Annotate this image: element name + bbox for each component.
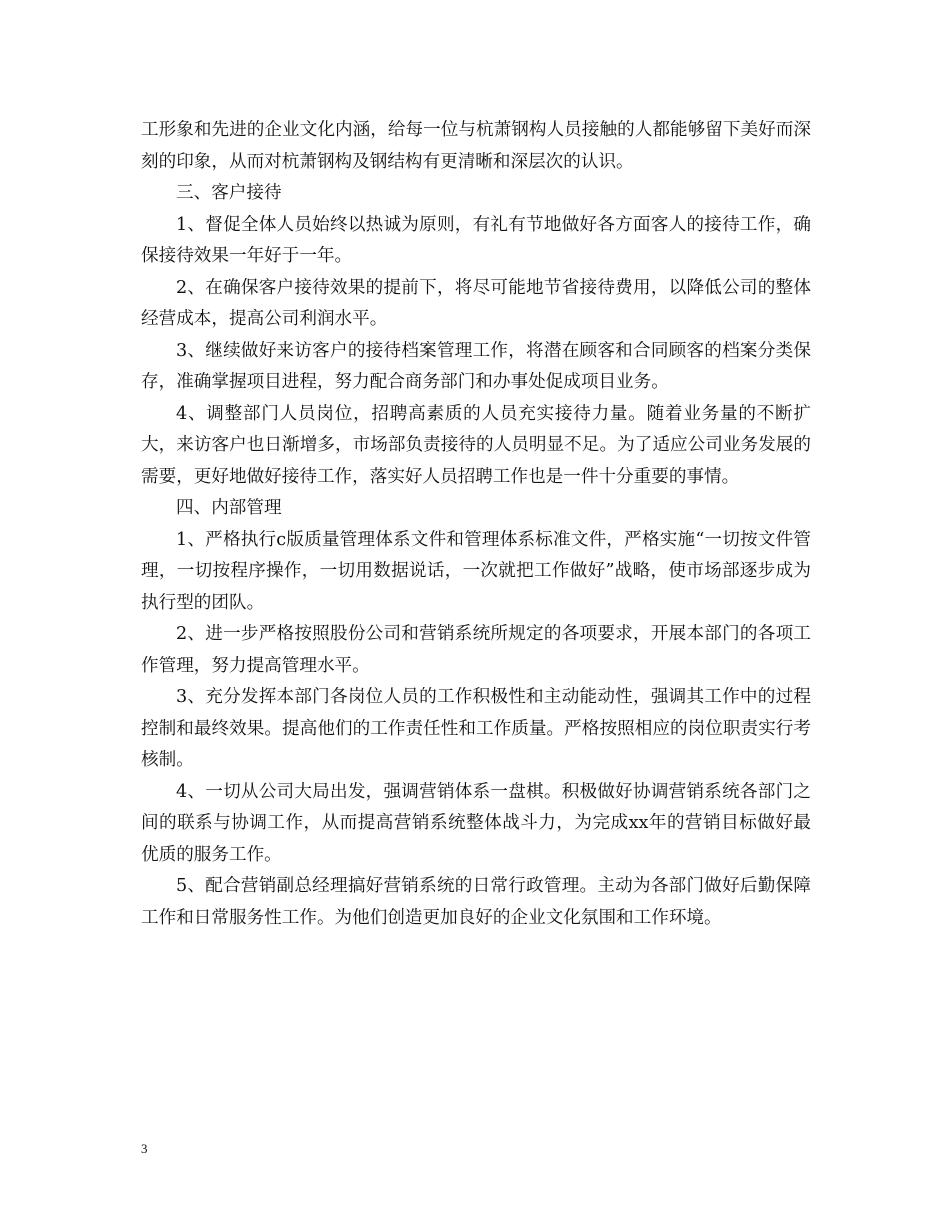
paragraph-management-item-2: 2、进一步严格按照股份公司和营销系统所规定的各项要求，开展本部门的各项工作管理，努力提高管理水平。 bbox=[141, 624, 811, 676]
paragraph-reception-item-3: 3、继续做好来访客户的接待档案管理工作，将潜在顾客和合同顾客的档案分类保存，准确掌握项目进程，努力配合商务部门和办事处促成项目业务。 bbox=[141, 340, 811, 392]
paragraph-management-item-5: 5、配合营销副总经理搞好营销系统的日常行政管理。主动为各部门做好后勤保障工作和日常服务性工作。为他们创造更加良好的企业文化氛围和工作环境。 bbox=[141, 876, 811, 928]
paragraph-reception-item-4: 4、调整部门人员岗位，招聘高素质的人员充实接待力量。随着业务量的不断扩大，来访客户也日渐增多，市场部负责接待的人员明显不足。为了适应公司业务发展的需要，更好地做好接待工作，落实好人员招聘工作也是一件十分重要的事情。 bbox=[141, 403, 811, 487]
paragraph-management-item-4: 4、一切从公司大局出发，强调营销体系一盘棋。积极做好协调营销系统各部门之间的联系与协调工作，从而提高营销系统整体战斗力，为完成xx年的营销目标做好最优质的服务工作。 bbox=[141, 781, 811, 865]
paragraph-management-item-1: 1、严格执行c版质量管理体系文件和管理体系标准文件，严格实施“一切按文件管理，一切按程序操作，一切用数据说话，一次就把工作做好”战略，使市场部逐步成为执行型的团队。 bbox=[141, 529, 811, 613]
page-number: 3 bbox=[141, 1141, 148, 1156]
paragraph-reception-item-2: 2、在确保客户接待效果的提前下，将尽可能地节省接待费用，以降低公司的整体经营成本，提高公司利润水平。 bbox=[141, 277, 811, 329]
paragraph-reception-item-1: 1、督促全体人员始终以热诚为原则，有礼有节地做好各方面客人的接待工作，确保接待效果一年好于一年。 bbox=[141, 214, 811, 266]
section-heading-customer-reception: 三、客户接待 bbox=[176, 183, 282, 203]
document-body bbox=[141, 115, 811, 934]
paragraph-continuation: 工形象和先进的企业文化内涵，给每一位与杭萧钢构人员接触的人都能够留下美好而深刻的印象，从而对杭萧钢构及钢结构有更清晰和深层次的认识。 bbox=[141, 120, 811, 172]
section-heading-internal-management: 四、内部管理 bbox=[176, 498, 282, 518]
paragraph-management-item-3: 3、充分发挥本部门各岗位人员的工作积极性和主动能动性，强调其工作中的过程控制和最终效果。提高他们的工作责任性和工作质量。严格按照相应的岗位职责实行考核制。 bbox=[141, 687, 811, 770]
